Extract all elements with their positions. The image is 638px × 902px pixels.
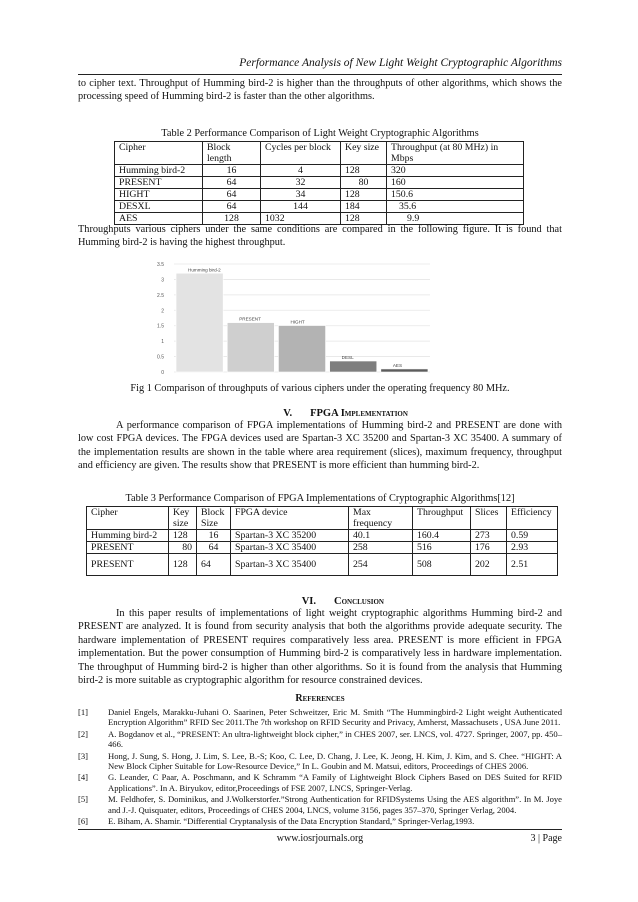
chart-bar-label: Humming bird-2 — [188, 267, 221, 273]
chart-bar — [227, 323, 274, 372]
chart-y-tick-label: 3.5 — [157, 262, 164, 268]
section5-body: A performance comparison of FPGA implementations of Humming bird-2 and PRESENT are done with low cost FPGA devices. The FPGA devices used are Spartan-3 XC 35200 and Spartan-3 XC 35400. A summary of the implementation results are shown in the table where area requirement (slices), maximum frequency, throughput and efficiency are given. The results show that PRESENT is more efficient than humming bird-2. — [78, 420, 562, 472]
reference-item — [78, 729, 562, 750]
table-cell: 0.59 — [507, 530, 558, 542]
table-cell: 16 — [203, 165, 261, 177]
table-cell: 254 — [349, 554, 413, 576]
section5-number: V. — [283, 408, 293, 419]
header-rule — [78, 74, 562, 75]
chart-bar — [381, 369, 428, 372]
table-cell: 150.6 — [387, 189, 524, 201]
table3-header-cell: Throughput — [413, 507, 471, 530]
reference-item — [78, 751, 562, 772]
table-row — [115, 177, 524, 189]
footer-page-number: 3 | Page — [530, 833, 562, 844]
table-cell: 64 — [203, 177, 261, 189]
table-cell: 64 — [197, 554, 231, 576]
reference-number: [2] — [78, 728, 89, 739]
reference-item — [78, 794, 562, 815]
table-row — [115, 189, 524, 201]
table-cell: 160 — [387, 177, 524, 189]
table-cell: 128 — [341, 165, 387, 177]
table-cell: 64 — [203, 201, 261, 213]
table-row — [115, 201, 524, 213]
throughput-bar-chart — [140, 256, 440, 376]
reference-item — [78, 707, 562, 728]
table3-header-cell: Cipher — [87, 507, 169, 530]
table2-header-cell: Throughput (at 80 MHz) in Mbps — [387, 142, 524, 165]
chart-y-tick-label: 2 — [161, 308, 164, 315]
table-cell: 64 — [203, 189, 261, 201]
table-row — [87, 554, 558, 576]
table3 — [86, 506, 558, 576]
figure-caption: Fig 1 Comparison of throughputs of various ciphers under the operating frequency 80 MHz. — [130, 383, 510, 394]
table-cell: PRESENT — [115, 177, 203, 189]
reference-text: G. Leander, C Paar, A. Poschmann, and K Schramm “A Family of Lightweight Block Ciphers Based on DES Suited for RFID Applications”. In A. Biryukov, editor,Proceedings of FSE 2007, LNCS, Springer-Verlag. — [108, 772, 562, 793]
table-cell: DESXL — [115, 201, 203, 213]
table-cell: 128 — [341, 189, 387, 201]
table3-header-cell: Max frequency — [349, 507, 413, 530]
table3-caption: Table 3 Performance Comparison of FPGA Implementations of Cryptographic Algorithms[12] — [125, 493, 515, 504]
reference-item — [78, 816, 562, 826]
table-cell: PRESENT — [87, 554, 169, 576]
table-cell: 64 — [197, 542, 231, 554]
table-cell: 128 — [169, 530, 197, 542]
chart-y-tick-label: 0 — [161, 370, 164, 376]
table3-header-cell: FPGA device — [231, 507, 349, 530]
table-cell: 1032 — [261, 213, 341, 225]
table3-header-cell: Efficiency — [507, 507, 558, 530]
table-cell: 160.4 — [413, 530, 471, 542]
reference-number: [5] — [78, 794, 89, 805]
chart-bar-label: AES — [392, 362, 403, 368]
footer-url: www.iosrjournals.org — [276, 833, 364, 844]
table-cell: 9.9 — [387, 213, 524, 225]
table-cell: Spartan-3 XC 35400 — [231, 542, 349, 554]
section6-number: VI. — [301, 596, 316, 607]
chart-bar — [278, 326, 325, 372]
section6-heading — [78, 596, 562, 607]
table-cell: Humming bird-2 — [115, 165, 203, 177]
table-cell: 128 — [341, 213, 387, 225]
chart-y-tick-label: 1.5 — [157, 323, 164, 330]
table-cell: 16 — [197, 530, 231, 542]
table-cell: 128 — [169, 554, 197, 576]
table-cell: HIGHT — [115, 189, 203, 201]
table-cell: 32 — [261, 177, 341, 189]
table-cell: 516 — [413, 542, 471, 554]
table-cell: 80 — [341, 177, 387, 189]
chart-bar — [330, 361, 377, 372]
chart-y-tick-label: 0.5 — [157, 354, 164, 361]
references-list — [78, 707, 562, 827]
table2-header-row — [115, 142, 524, 165]
table-cell: 34 — [261, 189, 341, 201]
table2 — [114, 141, 524, 225]
chart-y-ticks — [157, 262, 164, 376]
table-cell: 35.6 — [387, 201, 524, 213]
table-cell: 258 — [349, 542, 413, 554]
reference-number: [3] — [78, 750, 89, 761]
table3-header-row — [87, 507, 558, 530]
table-cell: 202 — [471, 554, 507, 576]
reference-text: E. Biham, A. Shamir. “Differential Cryptanalysis of the Data Encryption Standard,” Springer-Verlag,1993. — [108, 816, 475, 827]
table-cell: 4 — [261, 165, 341, 177]
table-row — [87, 542, 558, 554]
reference-number: [4] — [78, 772, 89, 783]
table-cell: 2.51 — [507, 554, 558, 576]
footer-rule — [78, 829, 562, 830]
table-cell: 80 — [169, 542, 197, 554]
table-cell: Spartan-3 XC 35400 — [231, 554, 349, 576]
chart-intro-paragraph: Throughputs various ciphers under the same conditions are compared in the following figure. It is found that Humming bird-2 is having the highest throughput. — [78, 224, 562, 249]
table-cell: 176 — [471, 542, 507, 554]
table-cell: Humming bird-2 — [87, 530, 169, 542]
table3-header-cell: Key size — [169, 507, 197, 530]
table3-header-cell: Block Size — [197, 507, 231, 530]
references-title: References — [295, 693, 345, 704]
table-row — [115, 165, 524, 177]
reference-number: [1] — [78, 707, 89, 717]
chart-y-tick-label: 1 — [161, 339, 164, 346]
table-cell: 2.93 — [507, 542, 558, 554]
table-cell: 128 — [203, 213, 261, 225]
chart-bar-label: PRESENT — [239, 316, 261, 322]
reference-item — [78, 772, 562, 793]
table2-header-cell: Block length — [203, 142, 261, 165]
references-heading — [78, 693, 562, 704]
table-cell: Spartan-3 XC 35200 — [231, 530, 349, 542]
intro-paragraph: to cipher text. Throughput of Humming bird-2 is higher than the throughputs of other algorithms, which shows the processing speed of Humming bird-2 is faster than the other algorithms. — [78, 78, 562, 103]
reference-number: [6] — [78, 816, 89, 827]
table-cell: AES — [115, 213, 203, 225]
table3-header-cell: Slices — [471, 507, 507, 530]
chart-bar-label: DESL — [341, 355, 354, 361]
chart-y-tick-label: 3 — [161, 277, 164, 284]
table-cell: 273 — [471, 530, 507, 542]
table-cell: 320 — [387, 165, 524, 177]
running-title: Performance Analysis of New Light Weight Cryptographic Algorithms — [239, 57, 562, 69]
table2-header-cell: Cycles per block — [261, 142, 341, 165]
reference-text: Daniel Engels, Marakku-Juhani O. Saarinen, Peter Schweitzer, Eric M. Smith “The Hummingbird-2 Light weight Authenticated Encryption Algorithm” RFID Sec 2011.The 7th workshop on RFID Security and Privacy, Amherst, Massachusets , USA June 2011. — [108, 707, 562, 728]
table2-header-cell: Key size — [341, 142, 387, 165]
table-cell: 508 — [413, 554, 471, 576]
section5-heading — [78, 408, 562, 419]
section6-title: Conclusion — [334, 596, 384, 607]
table-row — [87, 530, 558, 542]
table-cell: 184 — [341, 201, 387, 213]
reference-text: A. Bogdanov et al., “PRESENT: An ultra-lightweight block cipher,” in CHES 2007, ser. LNCS, vol. 4727. Springer, 2007, pp. 450–466. — [108, 728, 562, 750]
section5-title: FPGA Implementation — [310, 408, 408, 419]
chart-bar — [176, 273, 223, 372]
chart-bar-label: HIGHT — [290, 319, 305, 325]
chart-y-tick-label: 2.5 — [157, 292, 164, 299]
table2-header-cell: Cipher — [115, 142, 203, 165]
table-cell: 144 — [261, 201, 341, 213]
section6-body: In this paper results of implementations of light weight cryptographic algorithms Humming bird-2 and PRESENT are analyzed. It is found from security analysis that both the algorithms provide adequate security. The hardware implementation of PRESENT requires comparatively less area. PRESENT is more efficient in FPGA implementation. But the power consumption of Humming bird-2 is comparatively less in hardware implementation. The throughput of Humming bird-2 is higher than other algorithms. So it is found from the analysis that Humming bird-2 is more suitable as cryptographic algorithm for resource constrained devices. — [78, 608, 562, 687]
reference-text: M. Feldhofer, S. Dominikus, and J.Wolkerstorfer.”Strong Authentication for RFIDSystems Using the AES algorithm”. In M. Joye and J.-J. Quisquater, editors, Proceedings of CHES 2004, LNCS, volume 3156, pages 357–370, Springer Verlag, 2004. — [108, 794, 562, 815]
table2-caption: Table 2 Performance Comparison of Light Weight Cryptographic Algorithms — [161, 128, 479, 139]
table-cell: 40.1 — [349, 530, 413, 542]
reference-text: Hong, J. Sung, S. Hong, J. Lim, S. Lee, B.-S; Koo, C. Lee, D. Chang, J. Lee, K. Jeong, H. Kim, J. Kim, and S. Chee. “HIGHT: A New Block Cipher Suitable for Low-Resource Device,” In L. Goubin and M. Matsui, editors, Proceedings of CHES 2006. — [108, 750, 562, 772]
table-cell: PRESENT — [87, 542, 169, 554]
